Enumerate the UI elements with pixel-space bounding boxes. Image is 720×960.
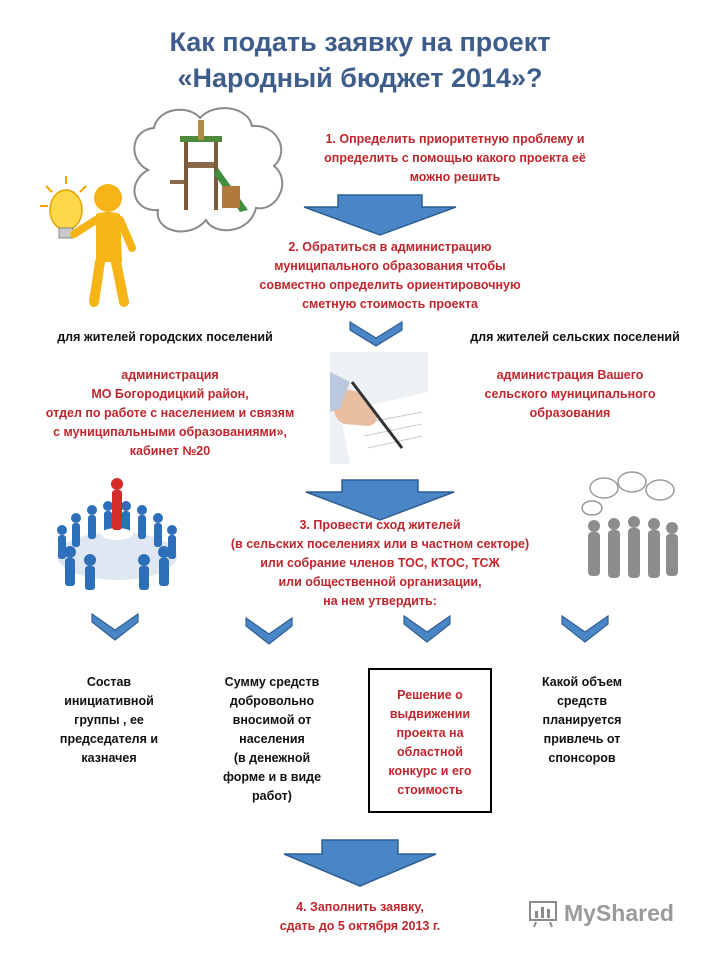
item-sponsor-funds: Какой объем средств планируется привлечь от спонсоров	[542, 675, 622, 765]
step-1-text: 1. Определить приоритетную проблему и определить с помощью какого проекта её можно решить	[324, 132, 586, 184]
chevron-down-4	[560, 612, 610, 644]
item-voluntary-funds: Сумму средств добровольно вносимой от населения (в денежной форме и в виде работ)	[222, 675, 322, 803]
arrow-down-4	[280, 838, 440, 888]
chevron-down-2	[244, 614, 294, 646]
step-3-text: 3. Провести сход жителей (в сельских поселениях или в частном секторе) или собрание членов ТОС, КТОС, ТСЖ или общественной организации, на нем утвердить:	[230, 518, 530, 608]
myshared-logo-icon	[528, 900, 558, 928]
page-title-line-1: Как подать заявку на проект	[169, 27, 551, 57]
hand-writing-image	[330, 352, 428, 464]
page-title-line-2: «Народный бюджет 2014»?	[177, 63, 543, 93]
urban-administration-text: администрация МО Богородицкий район, отдел по работе с населением и связям с муниципальными образованиями», кабинет №20	[45, 368, 295, 458]
lightbulb-idea-figure	[36, 170, 146, 310]
urban-residents-label: для жителей городских поселений	[57, 330, 273, 344]
chevron-down-1	[90, 610, 140, 642]
arrow-down-2	[348, 318, 404, 348]
arrow-down-1	[300, 193, 460, 237]
rural-administration-text: администрация Вашего сельского муниципального образования	[484, 368, 656, 420]
myshared-text: MyShared	[564, 900, 674, 926]
people-discussion-image	[574, 470, 684, 588]
item-project-decision-box: Решение о выдвижении проекта на областной конкурс и его стоимость	[368, 668, 492, 813]
rural-residents-label: для жителей сельских поселений	[470, 330, 680, 344]
crowd-circle-image	[52, 470, 182, 592]
myshared-watermark	[528, 898, 698, 930]
chevron-down-3	[402, 612, 452, 644]
step-2-text: 2. Обратиться в администрацию муниципального образования чтобы совместно определить ориентировочную сметную стоимость проекта	[259, 240, 521, 311]
step-4-text: 4. Заполнить заявку, сдать до 5 октября 2013 г.	[279, 900, 441, 933]
item-initiative-group: Состав инициативной группы , ее председателя и казначея	[59, 675, 159, 765]
